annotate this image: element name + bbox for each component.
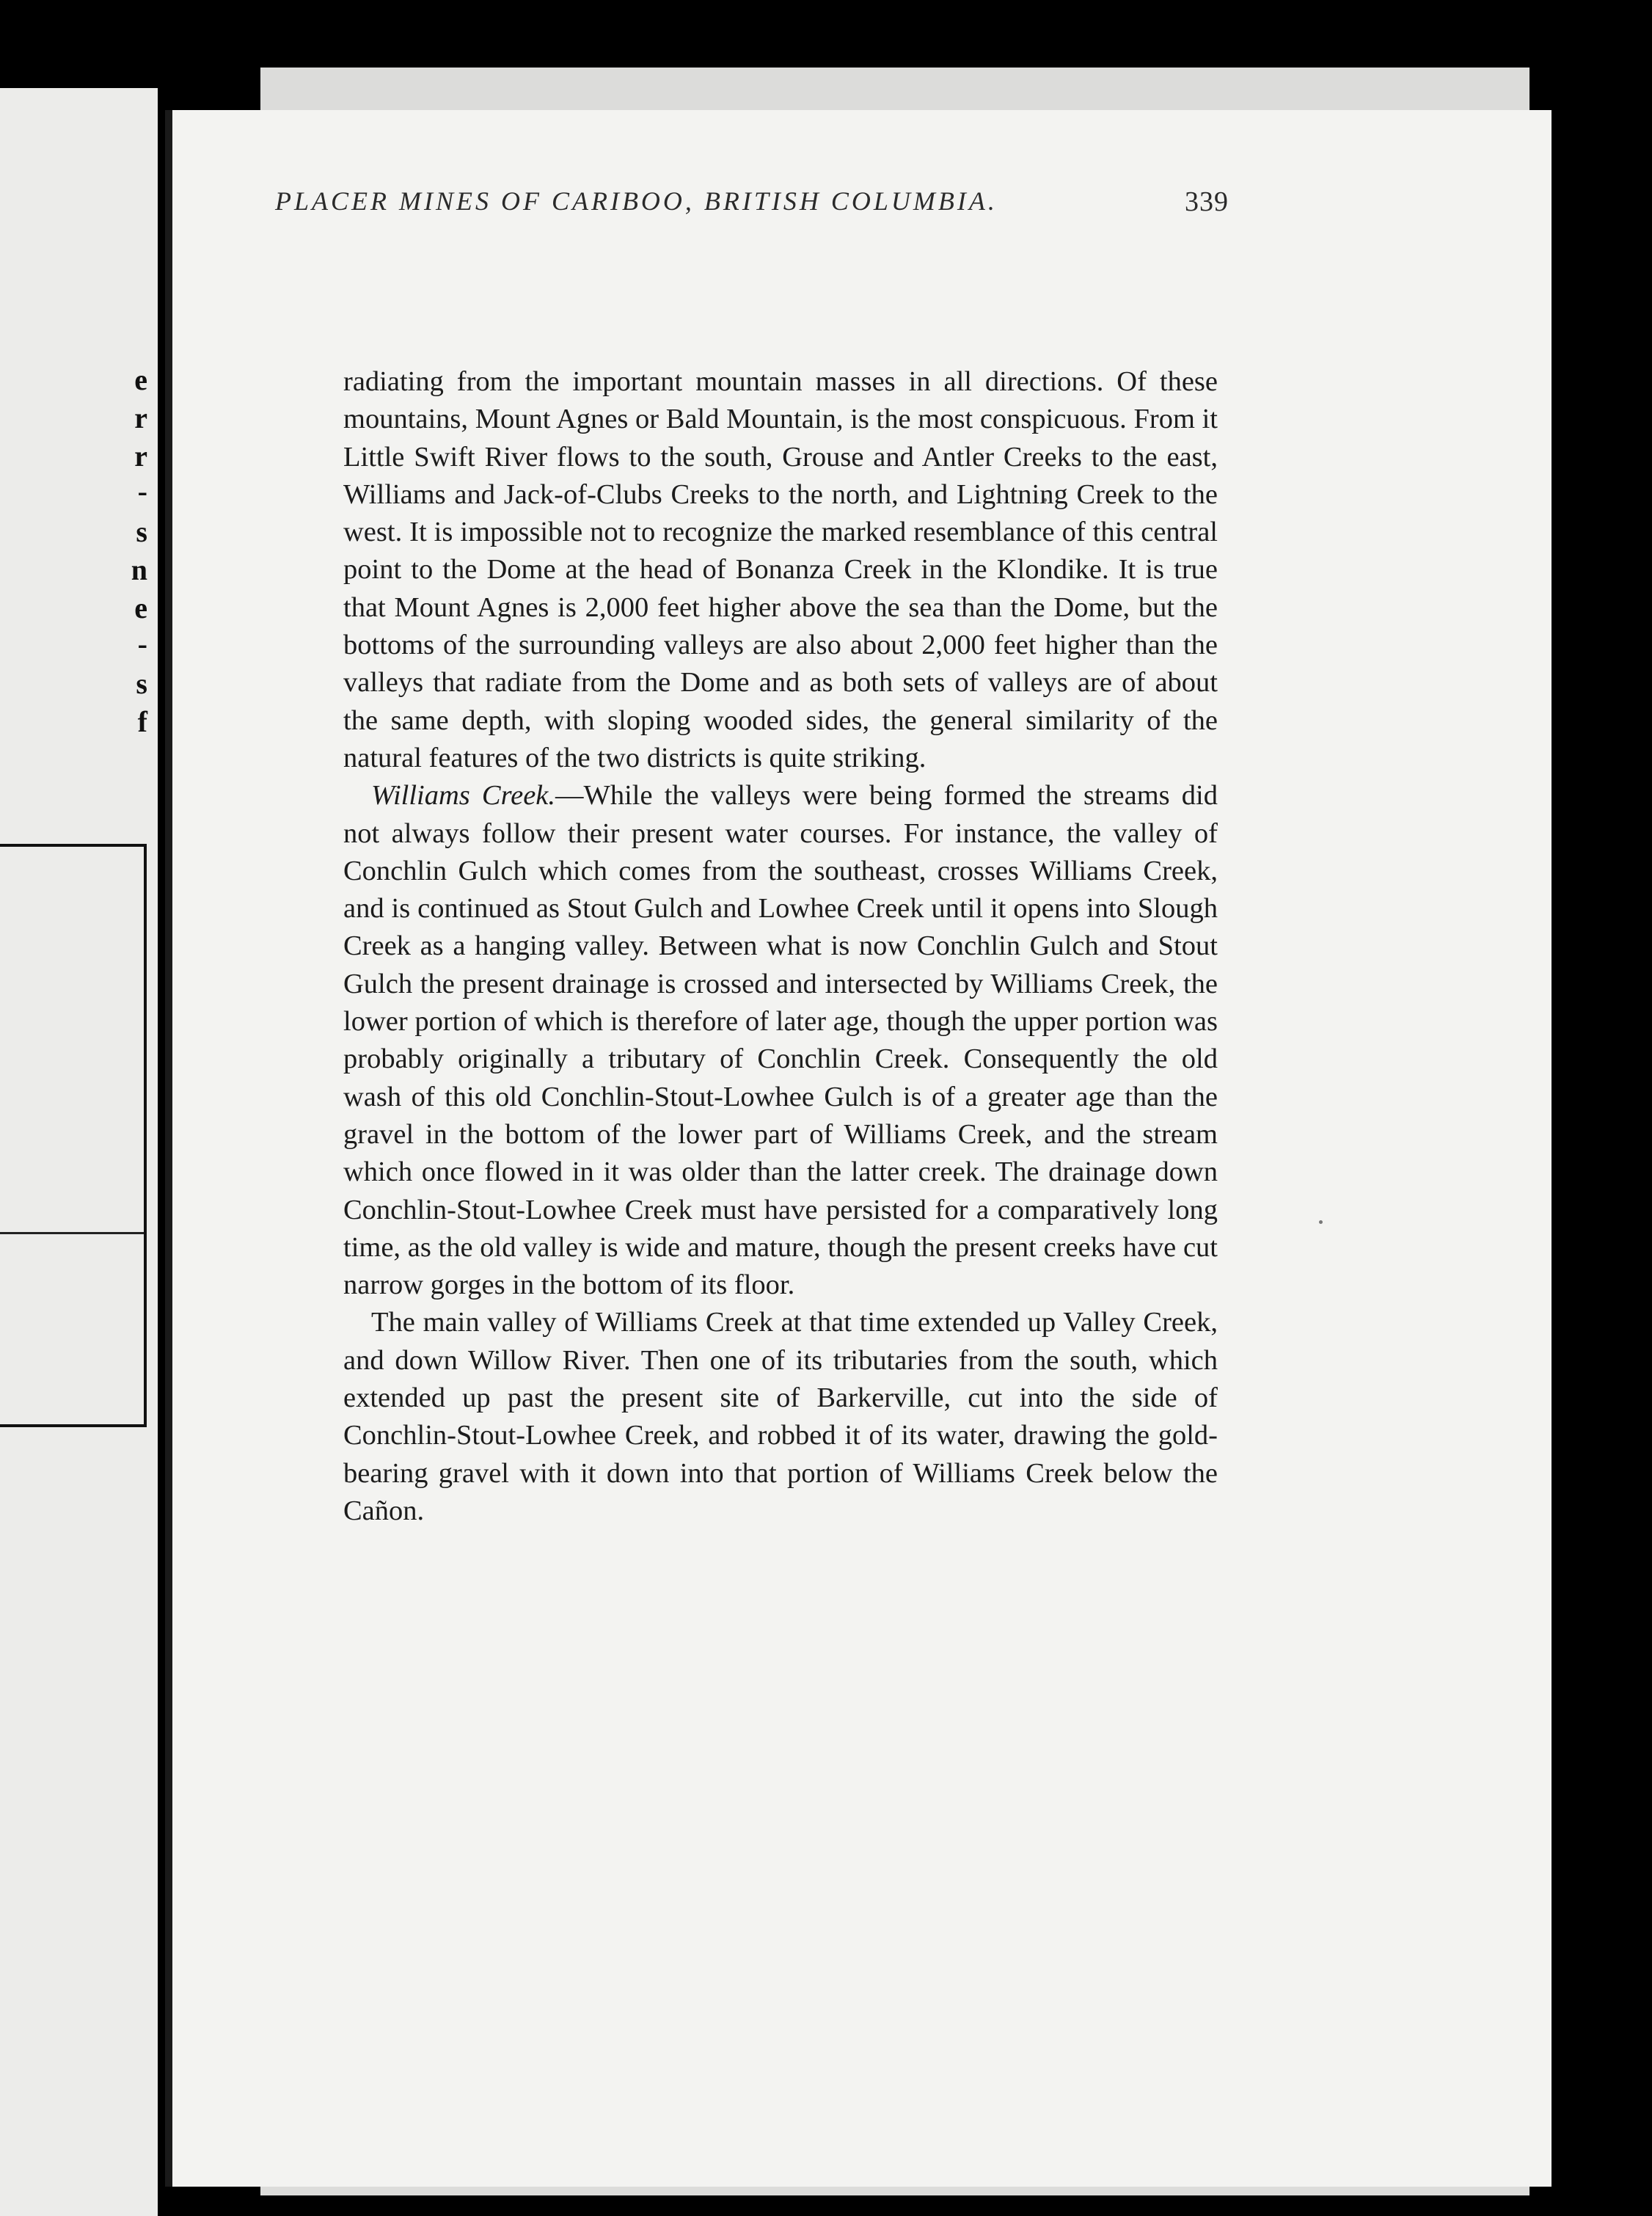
paragraph: radiating from the important mountain masses in all directions. Of these mountains, Mount Agnes or Bald Mountain, is the most conspicuous. From it Little Swift River flows to the south, Grouse and Antler Creeks to the east, Williams and Jack-of-Clubs Creeks to the north, and Lightning Creek to the west. It is impossible not to recognize the marked resemblance of this central point to the Dome at the head of Bonanza Creek in the Klondike. It is true that Mount Agnes is 2,000 feet higher above the sea than the Dome, but the bottoms of the surrounding valleys are also about 2,000 feet higher than the valleys that radiate from the Dome and as both sets of valleys are of about the same depth, with sloping wooded sides, the general similarity of the natural features of the two districts is quite striking.	[343, 366, 1218, 773]
facing-page-letter: f	[137, 705, 147, 738]
facing-page-table-frame	[0, 844, 147, 1427]
paper-speck	[1319, 1220, 1323, 1224]
body-text	[343, 363, 1218, 1530]
facing-page-letter: n	[131, 553, 147, 586]
section-sidehead: Williams Creek.	[371, 780, 556, 812]
facing-page-letter: s	[136, 667, 147, 700]
paragraph	[343, 777, 1218, 1304]
facing-page-letter: r	[134, 401, 147, 434]
running-head: PLACER MINES OF CARIBOO, BRITISH COLUMBIA.	[275, 186, 998, 216]
facing-page-letter: s	[136, 515, 147, 548]
page-number: 339	[1185, 186, 1229, 217]
facing-page-table-rule	[0, 1232, 144, 1234]
facing-page-letter: e	[134, 591, 147, 624]
facing-page-letter: r	[134, 440, 147, 473]
facing-page-letter: -	[137, 475, 147, 508]
facing-page-letter: e	[134, 363, 147, 396]
paragraph-text: —While the valleys were being formed the streams did not always follow their present water courses. For instance, the valley of Conchlin Gulch which comes from the southeast, crosses Williams Creek, and is continued as Stout Gulch and Lowhee Creek until it opens into Slough Creek as a hanging valley. Between what is now Conchlin Gulch and Stout Gulch the present drainage is crossed and intersected by Williams Creek, the lower portion of which is therefore of later age, though the upper portion was probably originally a tributary of Conchlin Creek. Consequently the old wash of this old Conchlin-Stout-Lowhee Gulch is of a greater age than the gravel in the bottom of the lower part of Williams Creek, and the stream which once flowed in it was older than the latter creek. The drainage down Conchlin-Stout-Lowhee Creek must have persisted for a comparatively long time, as the old valley is wide and mature, though the present creeks have cut narrow gorges in the bottom of its floor.	[343, 780, 1218, 1301]
facing-page	[0, 88, 158, 2216]
facing-page-letter: -	[137, 627, 147, 660]
page-header	[275, 186, 1229, 237]
paragraph: The main valley of Williams Creek at that time extended up Valley Creek, and down Willow River. Then one of its tributaries from the south, which extended up past the present site of Barkerville, cut into the side of Conchlin-Stout-Lowhee Creek, and robbed it of its water, drawing the gold-bearing gravel with it down into that portion of Williams Creek below the Cañon.	[343, 1307, 1218, 1526]
